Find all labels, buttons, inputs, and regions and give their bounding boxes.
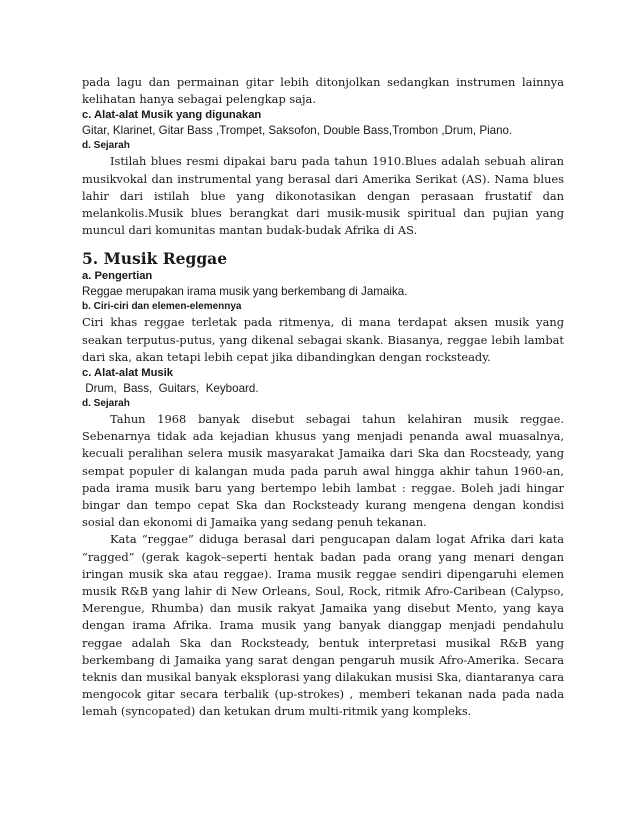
reggae-instruments-list: Drum, Bass, Guitars, Keyboard.	[82, 382, 259, 396]
reggae-history-paragraph-2: Kata “reggae” diduga berasal dari pengucapan dalam logat Afrika dari kata “ragged” (gerak kagok–seperti hentak badan pada orang yang menari dengan iringan musik ska atau reggae). Irama musik reggae sendiri dipengaruhi elemen musik R&B yang lahir di New Orleans, Soul, Rock, ritmik Afro-Caribean (Calypso, Merengue, Rhumba) dan musik rakyat Jamaika yang disebut Mento, yang kaya dengan irama Afrika. Irama musik yang banyak dianggap menjadi pendahulu reggae adalah Ska dan Rocksteady, bentuk interpretasi musikal R&B yang berkembang di Jamaika yang sarat dengan pengaruh musik Afro-Amerika. Secara teknis dan musikal banyak eksplorasi yang dilakukan musisi Ska, diantaranya cara mengocok gitar secara terbalik (up-strokes) , memberi tekanan nada pada nada lemah (syncopated) dan ketukan drum multi-ritmik yang kompleks.	[82, 532, 564, 719]
blues-instruments-list: Gitar, Klarinet, Gitar Bass ,Trompet, Saksofon, Double Bass,Trombon ,Drum, Piano.	[82, 124, 513, 138]
reggae-definition-text: Reggae merupakan irama musik yang berkembang di Jamaika.	[82, 285, 408, 299]
reggae-characteristics-text: Ciri khas reggae terletak pada ritmenya, di mana terdapat aksen musik yang seakan terputus-putus, yang dikenal sebagai skank. Biasanya, reggae lebih lambat dari ska, akan tetapi lebih cepat jika dibandingkan dengan rocksteady.	[82, 315, 564, 364]
reggae-section-title: 5. Musik Reggae	[82, 249, 228, 269]
reggae-characteristics-heading: b. Ciri-ciri dan elemen-elemennya	[82, 301, 242, 313]
reggae-definition-heading: a. Pengertian	[82, 270, 153, 283]
reggae-history-heading: d. Sejarah	[82, 398, 130, 410]
reggae-history-paragraph-1: Tahun 1968 banyak disebut sebagai tahun kelahiran musik reggae. Sebenarnya tidak ada kejadian khusus yang menjadi penanda awal muasalnya, kecuali peralihan selera musik masyarakat Jamaika dari Ska dan Rocsteady, yang sempat populer di kalangan muda pada paruh awal hingga akhir tahun 1960-an, pada irama musik baru yang bertempo lebih lambat : reggae. Boleh jadi hingar bingar dan tempo cepat Ska dan Rocksteady kurang mengena dengan kondisi sosial dan ekonomi di Jamaika yang sedang penuh tekanan.	[82, 412, 564, 530]
document-page	[82, 74, 564, 721]
blues-instruments-heading: c. Alat-alat Musik yang digunakan	[82, 109, 262, 122]
blues-history-heading: d. Sejarah	[82, 140, 130, 152]
reggae-instruments-heading: c. Alat-alat Musik	[82, 367, 173, 380]
blues-paragraph-continued: pada lagu dan permainan gitar lebih ditonjolkan sedangkan instrumen lainnya kelihatan hanya sebagai pelengkap saja.	[82, 75, 564, 107]
blues-history-text: Istilah blues resmi dipakai baru pada tahun 1910.Blues adalah sebuah aliran musikvokal dan instrumental yang berasal dari Amerika Serikat (AS). Nama blues lahir dari istilah blue yang dikonotasikan dengan perasaan frustatif dan melankolis.Musik blues berangkat dari musik-musik spiritual dan pujian yang muncul dari komunitas mantan budak-budak Afrika di AS.	[82, 154, 564, 238]
